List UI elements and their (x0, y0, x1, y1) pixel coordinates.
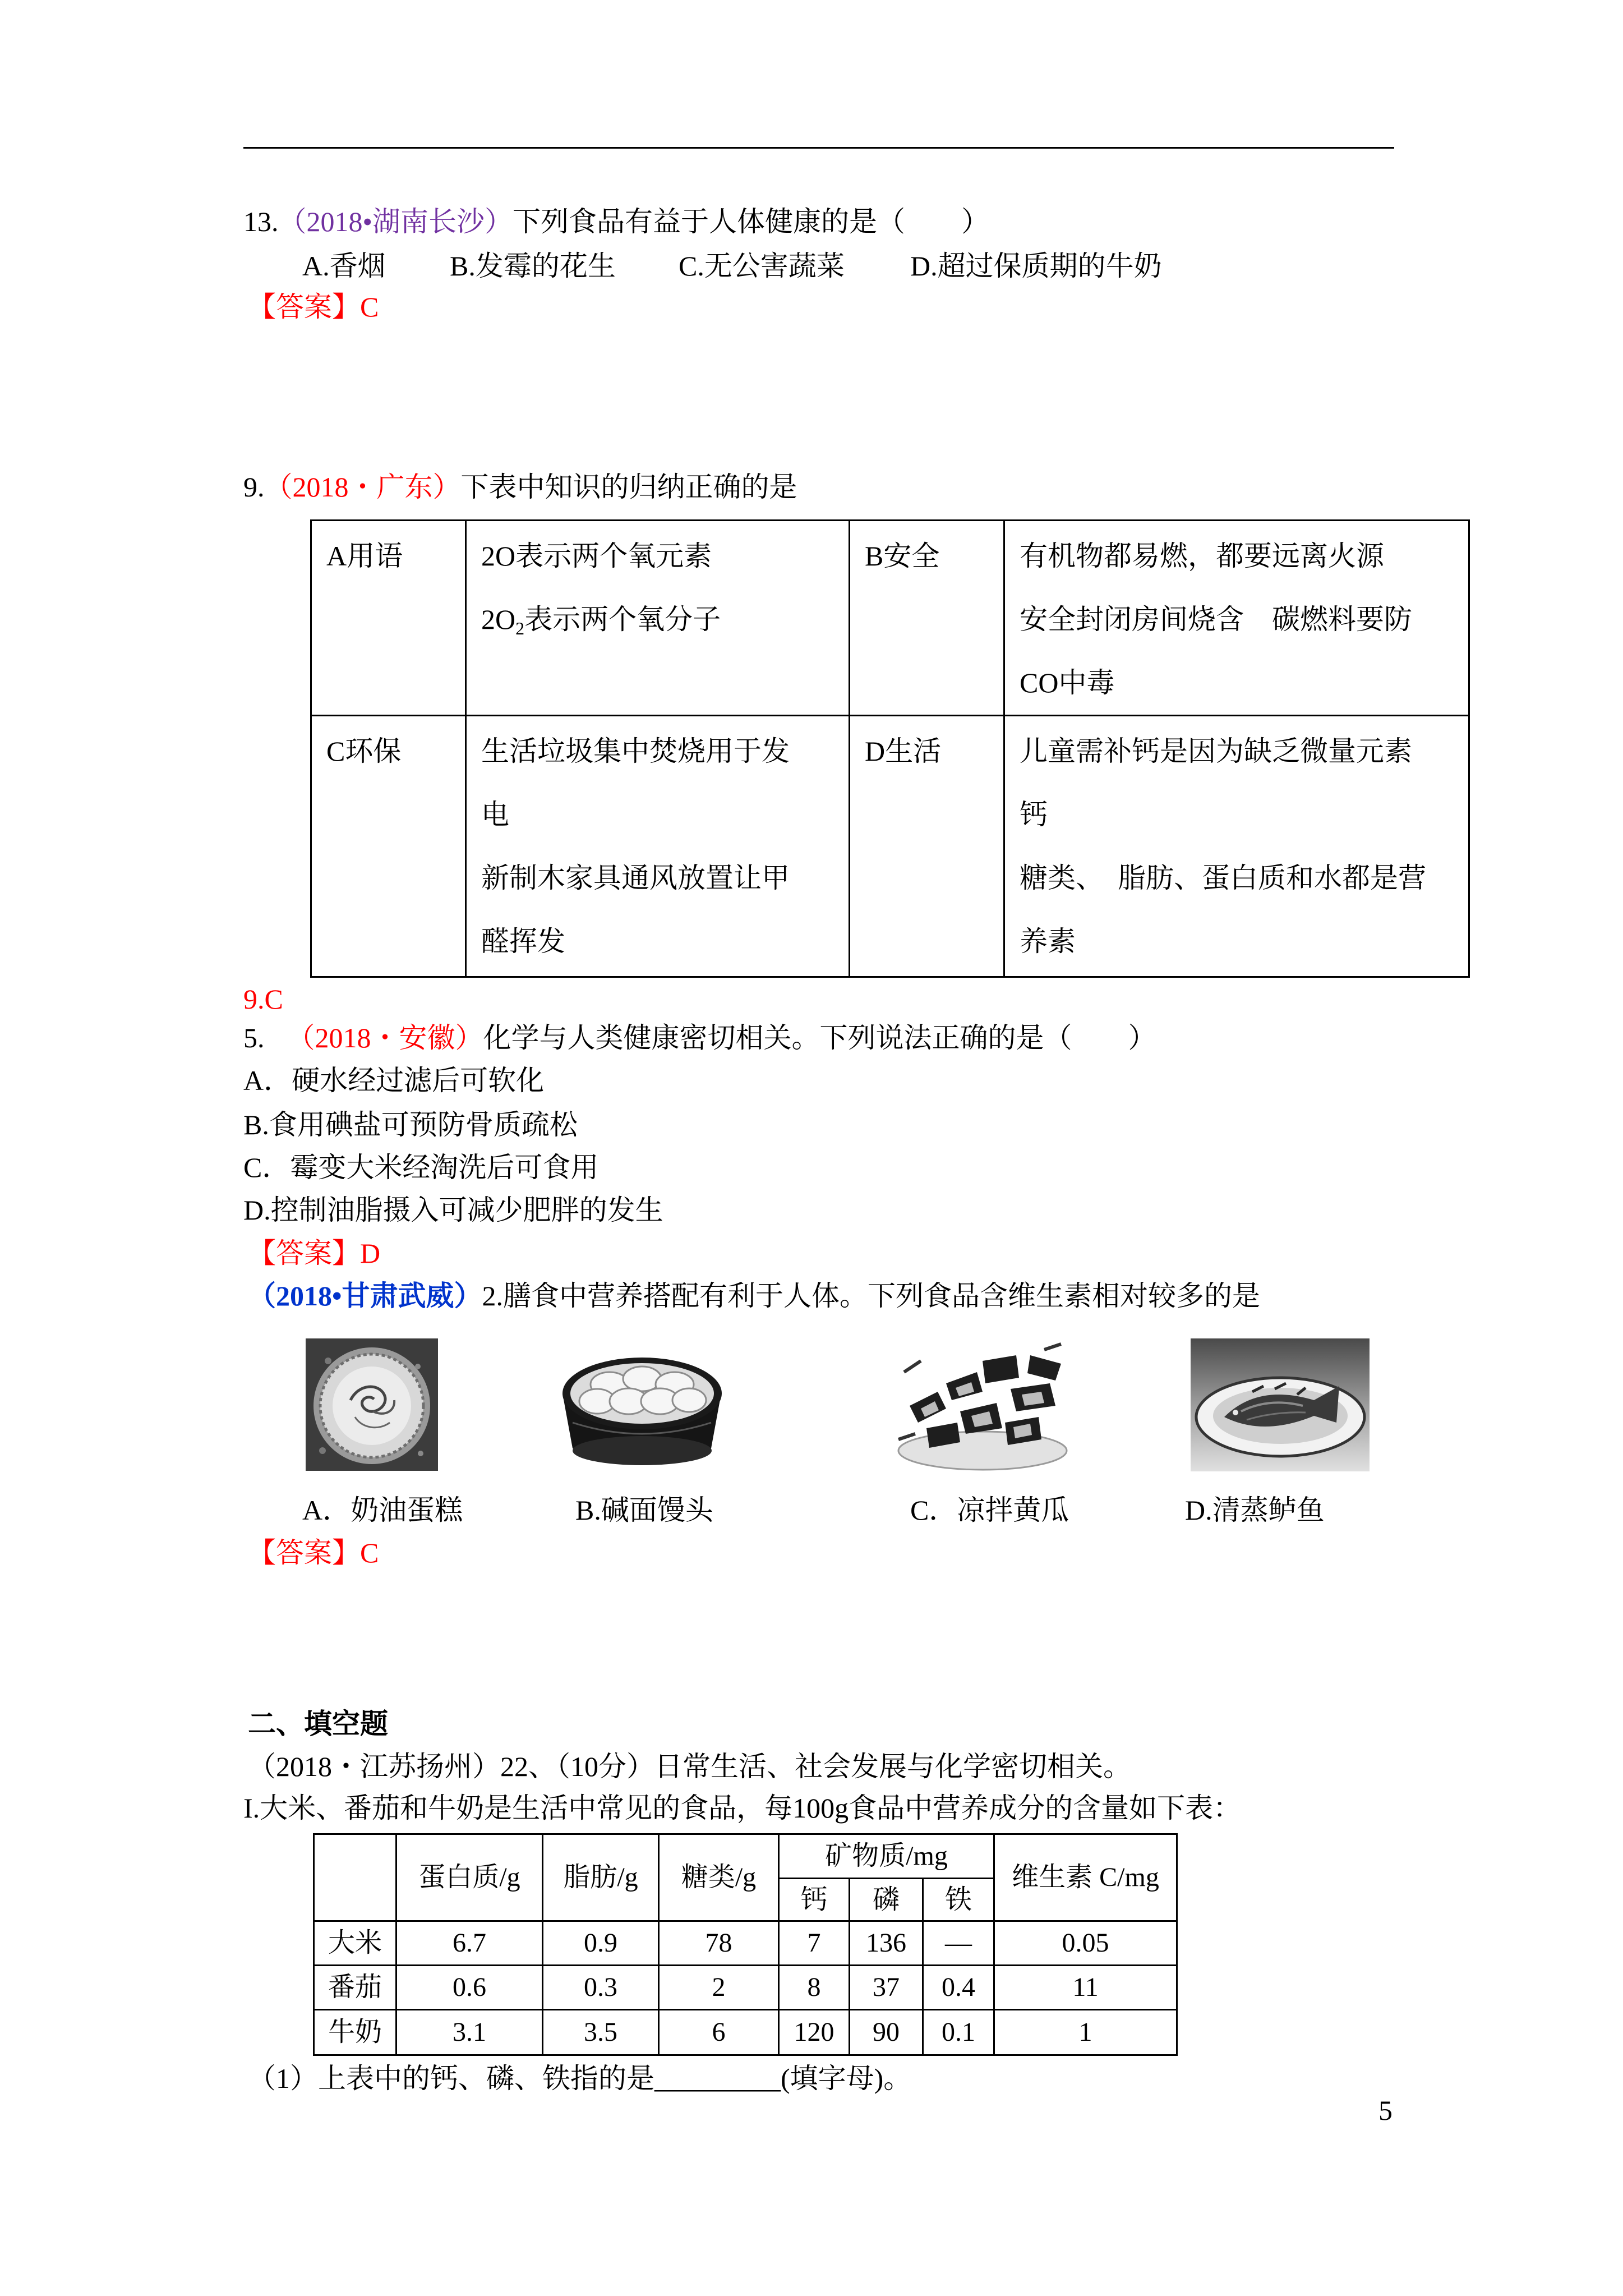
table-cell: 7 (779, 1921, 850, 1966)
cucumber-salad-photo (893, 1338, 1073, 1471)
table-cell: 1 (994, 2010, 1177, 2055)
q9-source: （2018・广东） (264, 471, 461, 503)
q13-stem: 下列食品有益于人体健康的是（ ） (513, 206, 990, 237)
table-cell: 8 (779, 1966, 850, 2010)
header-vitamin-c: 维生素 C/mg (994, 1834, 1177, 1921)
q2-stem: 2.膳食中营养搭配有利于人体。下列食品含维生素相对较多的是 (482, 1280, 1261, 1312)
table-cell: 0.3 (543, 1966, 659, 2010)
q13-source: （2018•湖南长沙） (278, 206, 513, 237)
cell-line: 有机物都易燃，都要远离火源 (1020, 540, 1384, 572)
q5-option-d: D.控制油脂摄入可减少肥胖的发生 (243, 1194, 663, 1226)
steamed-fish-photo (1191, 1338, 1370, 1471)
table-row (314, 1966, 1177, 2010)
cell-line: 安全封闭房间烧含 碳燃料要防 (1020, 604, 1412, 635)
row-name: 番茄 (314, 1966, 396, 2010)
q2-option-d: D.清蒸鲈鱼 (1185, 1494, 1325, 1526)
q9-number: 9. (243, 471, 265, 503)
row-name: 牛奶 (314, 2010, 396, 2055)
cell-line: 钙 (1020, 799, 1048, 830)
cell-text: A用语 (326, 540, 403, 572)
q5-option-b: B.食用碘盐可预防骨质疏松 (243, 1109, 578, 1140)
table-corner-cell (314, 1834, 396, 1921)
q5-stem-line (243, 1023, 1156, 1052)
cell-line: 电 (481, 799, 509, 830)
cell-text: B安全 (865, 540, 940, 572)
header-fat: 脂肪/g (543, 1834, 659, 1921)
header-calcium: 钙 (779, 1879, 850, 1921)
row-name: 大米 (314, 1921, 396, 1966)
cell-line: 糖类、 脂肪、蛋白质和水都是营 (1020, 862, 1426, 894)
page-number: 5 (1378, 2095, 1393, 2126)
q13-option-c: C.无公害蔬菜 (679, 250, 845, 282)
q22-part1-intro: I.大米、番茄和牛奶是生活中常见的食品，每100g食品中营养成分的含量如下表： (243, 1792, 1242, 1824)
q13-option-d: D.超过保质期的牛奶 (910, 250, 1162, 282)
q13-option-a: A.香烟 (302, 250, 386, 282)
table-cell: 3.1 (396, 2010, 543, 2055)
q2-stem-line (248, 1281, 1260, 1310)
header-iron: 铁 (923, 1879, 994, 1921)
cell-text: D生活 (865, 735, 942, 767)
cell-line: 2O表示两个氧元素 (481, 540, 712, 572)
header-phosphorus: 磷 (850, 1879, 923, 1921)
q9-answer: 9.C (243, 983, 283, 1015)
q13-stem-line (243, 207, 989, 236)
q9-cell-d-label (850, 716, 1004, 977)
table-row (314, 2010, 1177, 2055)
cream-cake-photo (306, 1338, 438, 1471)
steamed-buns-photo (558, 1338, 726, 1471)
cell-line: 儿童需补钙是因为缺乏微量元素 (1020, 735, 1412, 767)
nutrition-table (313, 1833, 1178, 2056)
formula-subscript: 2 (515, 618, 525, 638)
header-protein: 蛋白质/g (396, 1834, 543, 1921)
q2-option-b: B.碱面馒头 (575, 1494, 713, 1526)
table-cell: 37 (850, 1966, 923, 2010)
q5-option-a: A．硬水经过滤后可软化 (243, 1065, 545, 1096)
q2-option-c: C．凉拌黄瓜 (910, 1494, 1069, 1526)
cell-text: C环保 (326, 735, 402, 767)
q5-source: （2018・安徽） (287, 1022, 483, 1053)
cell-line: 醛挥发 (481, 926, 565, 957)
q9-stem-line (243, 472, 797, 501)
cell-line: 养素 (1020, 926, 1076, 957)
table-cell: 120 (779, 2010, 850, 2055)
table-cell: 0.1 (923, 2010, 994, 2055)
q9-cell-a-content (466, 521, 850, 716)
q9-stem: 下表中知识的归纳正确的是 (460, 471, 797, 503)
q13-answer: 【答案】C (248, 291, 379, 323)
table-cell: 0.05 (994, 1921, 1177, 1966)
q9-cell-c-label (311, 716, 466, 977)
table-cell: 90 (850, 2010, 923, 2055)
table-cell: 3.5 (543, 2010, 659, 2055)
table-cell: 11 (994, 1966, 1177, 2010)
q9-knowledge-table (310, 519, 1470, 978)
q9-cell-b-label (850, 521, 1004, 716)
table-cell: 0.4 (923, 1966, 994, 2010)
q9-cell-c-content (466, 716, 850, 977)
q22-intro: （2018・江苏扬州）22、（10分）日常生活、社会发展与化学密切相关。 (248, 1751, 1131, 1782)
cell-line: CO中毒 (1020, 667, 1115, 698)
table-cell: 78 (659, 1921, 779, 1966)
q9-cell-d-content (1004, 716, 1469, 977)
q9-table-row (311, 716, 1469, 977)
q2-option-a: A．奶油蛋糕 (302, 1494, 463, 1526)
q9-table-row (311, 521, 1469, 716)
cell-line: 生活垃圾集中焚烧用于发 (481, 735, 790, 767)
table-row (314, 1921, 1177, 1966)
q5-number: 5. (243, 1022, 265, 1053)
q5-stem: 化学与人类健康密切相关。下列说法正确的是（ ） (483, 1022, 1156, 1053)
table-cell: 136 (850, 1921, 923, 1966)
section-title: 二、填空题 (248, 1708, 388, 1740)
cell-line-rest: 表示两个氧分子 (524, 604, 721, 635)
q13-option-b: B.发霉的花生 (450, 250, 616, 282)
formula-text: 2O (481, 604, 516, 635)
table-header-row (314, 1834, 1177, 1879)
table-cell: — (923, 1921, 994, 1966)
table-cell: 6 (659, 2010, 779, 2055)
table-cell: 0.9 (543, 1921, 659, 1966)
q22-sub1: （1）上表中的钙、磷、铁指的是_________(填字母)。 (248, 2063, 912, 2094)
table-cell: 6.7 (396, 1921, 543, 1966)
q9-cell-a-label (311, 521, 466, 716)
q13-number: 13. (243, 206, 279, 237)
q5-answer: 【答案】D (248, 1237, 381, 1269)
table-cell: 2 (659, 1966, 779, 2010)
cell-line: 新制木家具通风放置让甲 (481, 862, 790, 894)
q5-option-c: C．霉变大米经淘洗后可食用 (243, 1152, 599, 1183)
q9-cell-b-content (1004, 521, 1469, 716)
table-cell: 0.6 (396, 1966, 543, 2010)
q2-source: （2018•甘肃武威） (248, 1280, 482, 1312)
q2-answer: 【答案】C (248, 1537, 379, 1568)
header-rule (243, 147, 1394, 149)
header-minerals: 矿物质/mg (779, 1834, 994, 1879)
cell-line (481, 588, 849, 651)
header-sugar: 糖类/g (659, 1834, 779, 1921)
